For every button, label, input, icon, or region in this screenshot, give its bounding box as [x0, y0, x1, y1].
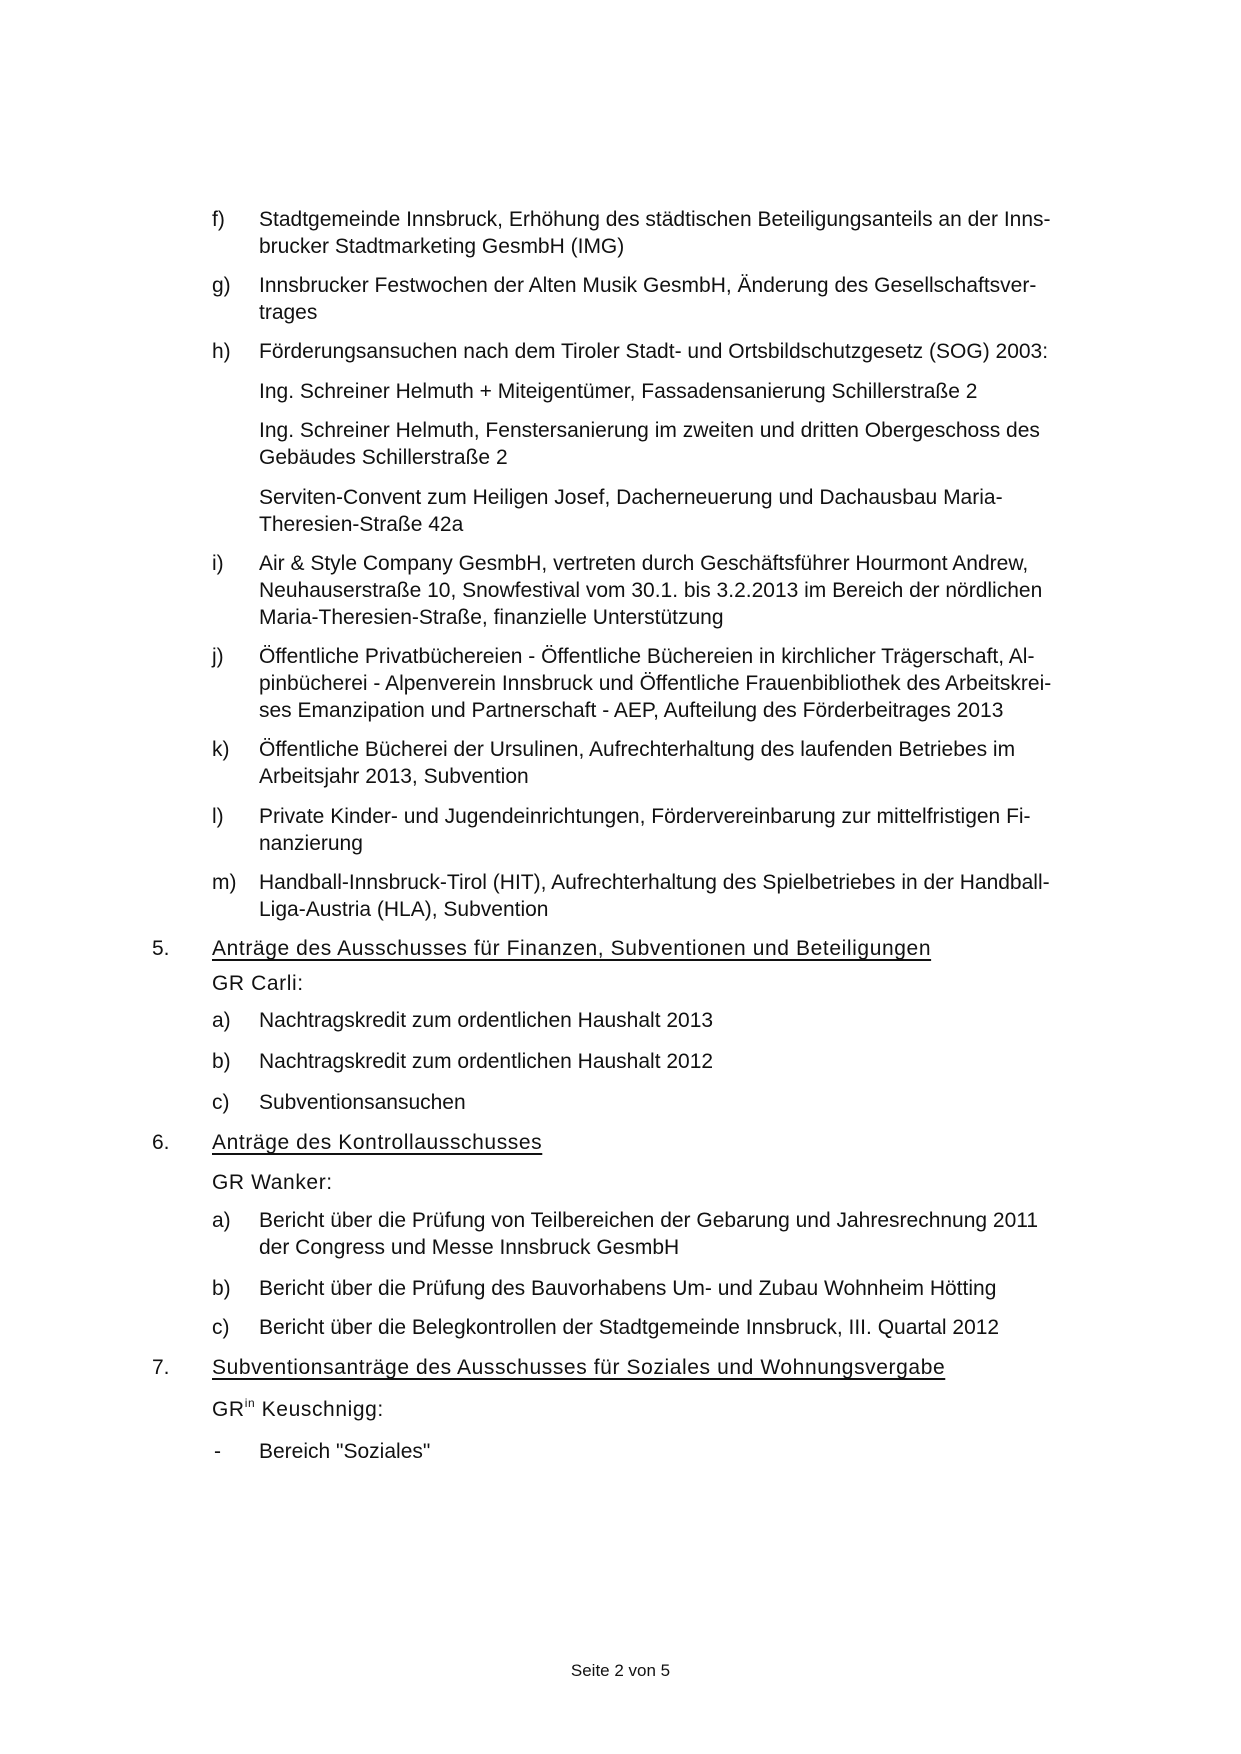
- item-text-i-line3: Maria-Theresien-Straße, finanzielle Unterstützung: [259, 606, 724, 629]
- section-6-item-text-b: Bericht über die Prüfung des Bauvorhabens Um- und Zubau Wohnheim Hötting: [259, 1277, 997, 1300]
- section-6-item-label-b: b): [212, 1277, 231, 1300]
- subitem-serviten-line1: Serviten-Convent zum Heiligen Josef, Dacherneuerung und Dachausbau Maria-: [259, 486, 1003, 509]
- item-text-f-line2: brucker Stadtmarketing GesmbH (IMG): [259, 235, 625, 258]
- item-label-l: l): [212, 805, 224, 828]
- section-5-number: 5.: [152, 937, 170, 960]
- item-label-j: j): [212, 645, 224, 668]
- section-7-item-label: -: [214, 1440, 221, 1463]
- subitem-schreiner-fenster-line2: Gebäudes Schillerstraße 2: [259, 446, 508, 469]
- item-text-i-line2: Neuhauserstraße 10, Snowfestival vom 30.1. bis 3.2.2013 im Bereich der nördlichen: [259, 579, 1043, 602]
- item-label-k: k): [212, 738, 230, 761]
- item-text-f-line1: Stadtgemeinde Innsbruck, Erhöhung des städtischen Beteiligungsanteils an der Inns-: [259, 208, 1051, 231]
- section-5-item-text-b: Nachtragskredit zum ordentlichen Haushalt 2012: [259, 1050, 714, 1073]
- section-5-title: Anträge des Ausschusses für Finanzen, Subventionen und Beteiligungen: [212, 937, 932, 960]
- section-7-speaker-prefix: GR: [212, 1398, 245, 1421]
- item-text-g-line1: Innsbrucker Festwochen der Alten Musik GesmbH, Änderung des Gesellschaftsver-: [259, 274, 1037, 297]
- item-text-l-line1: Private Kinder- und Jugendeinrichtungen, Fördervereinbarung zur mittelfristigen Fi-: [259, 805, 1031, 828]
- section-7-title: Subventionsanträge des Ausschusses für Soziales und Wohnungsvergabe: [212, 1356, 946, 1379]
- item-text-k-line2: Arbeitsjahr 2013, Subvention: [259, 765, 529, 788]
- item-label-h: h): [212, 340, 231, 363]
- item-text-j-line1: Öffentliche Privatbüchereien - Öffentliche Büchereien in kirchlicher Trägerschaft, Al-: [259, 645, 1035, 668]
- item-label-g: g): [212, 274, 231, 297]
- item-text-m-line1: Handball-Innsbruck-Tirol (HIT), Aufrechterhaltung des Spielbetriebes in der Handball-: [259, 871, 1050, 894]
- subitem-schreiner-fassade: Ing. Schreiner Helmuth + Miteigentümer, Fassadensanierung Schillerstraße 2: [259, 380, 978, 403]
- item-text-j-line3: ses Emanzipation und Partnerschaft - AEP, Aufteilung des Förderbeitrages 2013: [259, 699, 1004, 722]
- section-6-item-text-c: Bericht über die Belegkontrollen der Stadtgemeinde Innsbruck, III. Quartal 2012: [259, 1316, 1000, 1339]
- item-label-i: i): [212, 552, 224, 575]
- section-5-item-text-c: Subventionsansuchen: [259, 1091, 466, 1114]
- item-text-l-line2: nanzierung: [259, 832, 363, 855]
- section-6-item-label-c: c): [212, 1316, 230, 1339]
- section-6-speaker: GR Wanker:: [212, 1171, 333, 1194]
- section-7-speaker: [212, 1396, 384, 1423]
- section-7-speaker-sup: in: [244, 1396, 256, 1410]
- item-text-m-line2: Liga-Austria (HLA), Subvention: [259, 898, 549, 921]
- section-6-title: Anträge des Kontrollausschusses: [212, 1131, 543, 1154]
- section-7-item-text: Bereich "Soziales": [259, 1440, 431, 1463]
- subitem-serviten-line2: Theresien-Straße 42a: [259, 513, 464, 536]
- subitem-schreiner-fenster-line1: Ing. Schreiner Helmuth, Fenstersanierung im zweiten und dritten Obergeschoss des: [259, 419, 1040, 442]
- item-label-f: f): [212, 208, 225, 231]
- item-text-h-line1: Förderungsansuchen nach dem Tiroler Stadt- und Ortsbildschutzgesetz (SOG) 2003:: [259, 340, 1049, 363]
- section-7-speaker-name: Keuschnigg:: [255, 1398, 384, 1421]
- page-number-footer: Seite 2 von 5: [570, 1661, 671, 1680]
- section-6-item-text-a-line1: Bericht über die Prüfung von Teilbereichen der Gebarung und Jahresrechnung 2011: [259, 1209, 1039, 1232]
- item-text-i-line1: Air & Style Company GesmbH, vertreten durch Geschäftsführer Hourmont Andrew,: [259, 552, 1029, 575]
- section-7-number: 7.: [152, 1356, 170, 1379]
- item-label-m: m): [212, 871, 237, 894]
- section-6-item-label-a: a): [212, 1209, 231, 1232]
- section-5-item-text-a: Nachtragskredit zum ordentlichen Haushalt 2013: [259, 1009, 714, 1032]
- section-5-item-label-c: c): [212, 1091, 230, 1114]
- item-text-j-line2: pinbücherei - Alpenverein Innsbruck und Öffentliche Frauenbibliothek des Arbeitskrei-: [259, 672, 1052, 695]
- section-6-number: 6.: [152, 1131, 170, 1154]
- item-text-g-line2: trages: [259, 301, 318, 324]
- section-6-item-text-a-line2: der Congress und Messe Innsbruck GesmbH: [259, 1236, 680, 1259]
- section-5-speaker: GR Carli:: [212, 972, 304, 995]
- section-5-item-label-b: b): [212, 1050, 231, 1073]
- item-text-k-line1: Öffentliche Bücherei der Ursulinen, Aufrechterhaltung des laufenden Betriebes im: [259, 738, 1016, 761]
- section-5-item-label-a: a): [212, 1009, 231, 1032]
